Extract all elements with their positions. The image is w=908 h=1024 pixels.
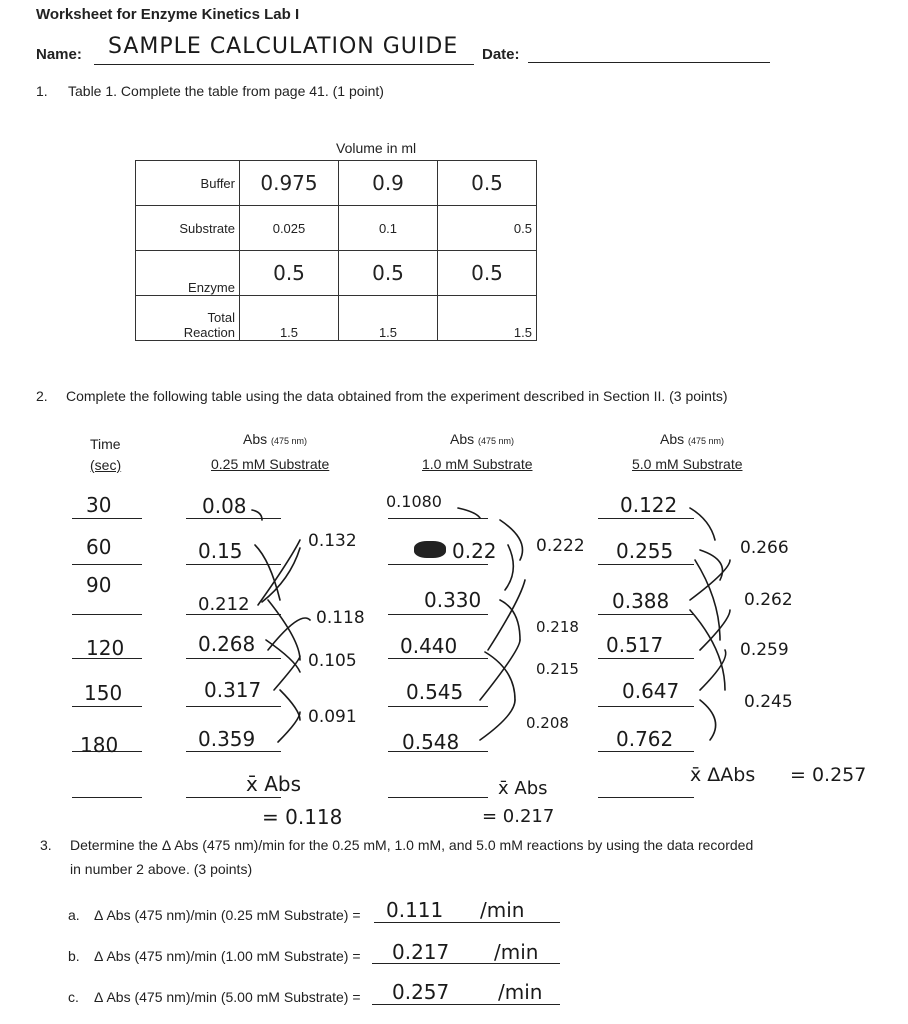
q3a-answer[interactable]: 0.111 [386, 898, 444, 922]
abs-value-50[interactable]: 0.255 [616, 539, 674, 563]
name-value[interactable]: SAMPLE CALCULATION GUIDE [108, 34, 459, 59]
total-cell-3: 1.5 [438, 296, 537, 341]
abs-label-1: Abs [243, 431, 268, 447]
total-label-line2: Reaction [183, 325, 235, 340]
q3a-unit: /min [480, 898, 525, 922]
abs-diff-10: 0.218 [536, 618, 579, 636]
abs-value-50[interactable]: 0.762 [616, 727, 674, 751]
time-header: Time [90, 436, 121, 452]
bracket-stroke [480, 700, 515, 740]
q3c-label: Δ Abs (475 nm)/min (5.00 mM Substrate) = [94, 989, 361, 1005]
volume-table-title: Volume in ml [336, 140, 417, 156]
name-label: Name: [36, 46, 82, 63]
enzyme-cell-3[interactable]: 0.5 [438, 251, 537, 296]
q3b-unit: /min [494, 940, 539, 964]
buffer-cell-1[interactable]: 0.975 [240, 161, 339, 206]
time-value[interactable]: 90 [86, 573, 112, 597]
worksheet-title: Worksheet for Enzyme Kinetics Lab I [36, 6, 300, 23]
bracket-stroke [700, 700, 716, 740]
q1-number: 1. [36, 83, 48, 99]
q3c-letter: c. [68, 989, 79, 1005]
abs-value-10[interactable]: 0.545 [406, 680, 464, 704]
substrate-cell-1: 0.025 [240, 206, 339, 251]
abs-value-10[interactable]: 0.1080 [386, 492, 442, 511]
wavelength-2: (475 nm) [478, 436, 515, 446]
abs-diff-50: 0.262 [744, 590, 793, 610]
abs-diff-50: 0.259 [740, 640, 789, 660]
time-value[interactable]: 180 [80, 733, 119, 757]
bracket-stroke [266, 640, 300, 672]
bracket-stroke [262, 548, 300, 602]
row-label-buffer: Buffer [136, 161, 240, 206]
q3a-letter: a. [68, 907, 80, 923]
abs-value-10[interactable]: 0.22 [452, 539, 497, 563]
abs-diff-025: 0.091 [308, 707, 357, 727]
abs-diff-10: 0.208 [526, 714, 569, 732]
q3-prompt-line2: in number 2 above. (3 points) [70, 861, 253, 877]
q3c-answer-line [372, 1004, 560, 1005]
bracket-stroke [252, 510, 262, 520]
mean-label-1: x̄ Abs [246, 772, 301, 796]
bracket-stroke [695, 560, 720, 640]
wavelength-3: (475 nm) [688, 436, 725, 446]
abs-value-10[interactable]: 0.548 [402, 730, 460, 754]
time-value[interactable]: 60 [86, 535, 112, 559]
time-value[interactable]: 30 [86, 493, 112, 517]
bracket-stroke [700, 650, 726, 690]
mean-label-2: x̄ Abs [498, 778, 548, 799]
time-value[interactable]: 150 [84, 681, 123, 705]
substrate-header-3: 5.0 mM Substrate [632, 456, 743, 472]
q3b-label: Δ Abs (475 nm)/min (1.00 mM Substrate) = [94, 948, 361, 964]
buffer-cell-2[interactable]: 0.9 [339, 161, 438, 206]
bracket-stroke [690, 560, 730, 600]
q3-number: 3. [40, 837, 52, 853]
mean-label-3: x̄ ΔAbs [690, 764, 756, 786]
mean-value-1[interactable]: = 0.118 [262, 805, 343, 829]
abs-value-50[interactable]: 0.647 [622, 679, 680, 703]
abs-diff-025: 0.118 [316, 608, 365, 628]
row-label-enzyme: Enzyme [136, 251, 240, 296]
bracket-stroke [505, 545, 513, 590]
abs-value-025[interactable]: 0.212 [198, 594, 250, 615]
q2-number: 2. [36, 388, 48, 404]
buffer-cell-3[interactable]: 0.5 [438, 161, 537, 206]
abs-diff-50: 0.245 [744, 692, 793, 712]
abs-diff-10: 0.215 [536, 660, 579, 678]
enzyme-cell-2[interactable]: 0.5 [339, 251, 438, 296]
wavelength-1: (475 nm) [271, 436, 308, 446]
mean-value-3[interactable]: = 0.257 [790, 764, 867, 786]
abs-value-025[interactable]: 0.317 [204, 678, 262, 702]
abs-value-10[interactable]: 0.440 [400, 634, 458, 658]
q3c-unit: /min [498, 980, 543, 1004]
substrate-cell-3: 0.5 [438, 206, 537, 251]
abs-value-50[interactable]: 0.388 [612, 589, 670, 613]
q3a-answer-line [374, 922, 560, 923]
q1-prompt: Table 1. Complete the table from page 41. (1 point) [68, 83, 384, 99]
bracket-stroke [268, 600, 300, 660]
abs-value-50[interactable]: 0.122 [620, 493, 678, 517]
abs-value-025[interactable]: 0.359 [198, 727, 256, 751]
bracket-stroke [690, 610, 725, 690]
total-cell-2: 1.5 [339, 296, 438, 341]
bracket-stroke [278, 712, 300, 742]
substrate-header-1: 0.25 mM Substrate [211, 456, 330, 472]
bracket-stroke [690, 508, 715, 540]
abs-value-025[interactable]: 0.268 [198, 632, 256, 656]
bracket-stroke [500, 600, 520, 640]
bracket-stroke [458, 508, 480, 518]
date-label: Date: [482, 46, 520, 63]
time-value[interactable]: 120 [86, 636, 125, 660]
abs-diff-50: 0.266 [740, 538, 789, 558]
abs-label-2: Abs [450, 431, 475, 447]
bracket-stroke [280, 690, 300, 720]
q3-prompt-line1: Determine the Δ Abs (475 nm)/min for the 0.25 mM, 1.0 mM, and 5.0 mM reactions by using the data recorded [70, 837, 754, 853]
q3b-answer[interactable]: 0.217 [392, 940, 450, 964]
total-cell-1: 1.5 [240, 296, 339, 341]
enzyme-cell-1[interactable]: 0.5 [240, 251, 339, 296]
abs-value-025[interactable]: 0.08 [202, 494, 247, 518]
abs-value-025[interactable]: 0.15 [198, 539, 243, 563]
abs-label-3: Abs [660, 431, 685, 447]
abs-value-10[interactable]: 0.330 [424, 588, 482, 612]
time-unit: (sec) [90, 457, 122, 473]
substrate-cell-2: 0.1 [339, 206, 438, 251]
total-label-line1: Total [207, 310, 235, 325]
bracket-stroke [274, 656, 300, 690]
row-label-substrate: Substrate [136, 206, 240, 251]
q3b-letter: b. [68, 948, 80, 964]
q2-prompt: Complete the following table using the data obtained from the experiment described in Section II. (3 points) [66, 388, 728, 404]
abs-value-50[interactable]: 0.517 [606, 633, 664, 657]
abs-diff-025: 0.105 [308, 651, 357, 671]
abs-diff-025: 0.132 [308, 531, 357, 551]
mean-value-2[interactable]: = 0.217 [482, 806, 555, 827]
abs-diff-10: 0.222 [536, 536, 585, 556]
q3a-label: Δ Abs (475 nm)/min (0.25 mM Substrate) = [94, 907, 361, 923]
substrate-header-2: 1.0 mM Substrate [422, 456, 533, 472]
q3c-answer[interactable]: 0.257 [392, 980, 450, 1004]
